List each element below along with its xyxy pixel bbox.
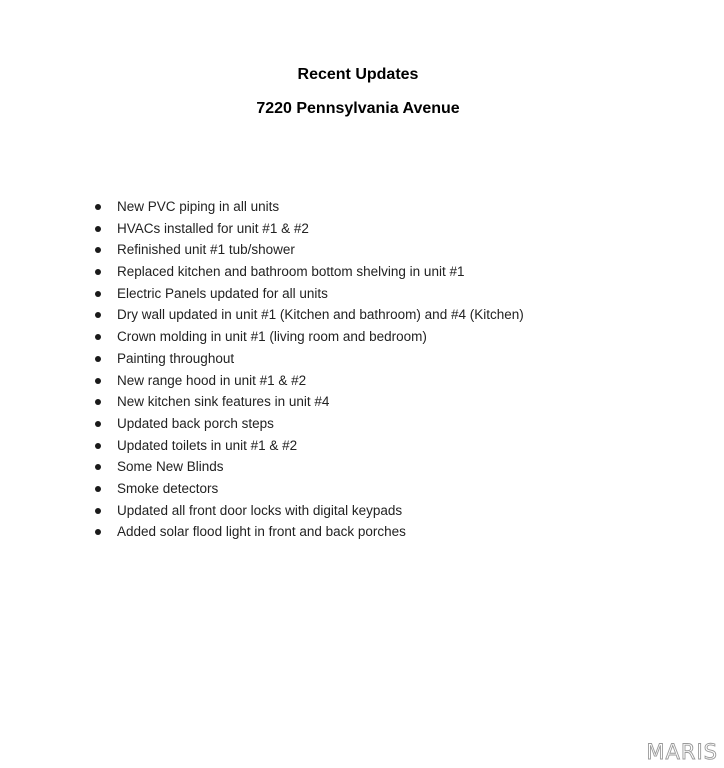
list-item-text: Painting throughout [117, 350, 235, 366]
bullet-icon [95, 378, 101, 384]
list-item-text: Dry wall updated in unit #1 (Kitchen and bathroom) and #4 (Kitchen) [117, 307, 524, 323]
list-item-text: Smoke detectors [117, 480, 219, 496]
list-item [95, 261, 524, 283]
list-item [95, 348, 524, 370]
list-item [95, 413, 524, 435]
bullet-icon [95, 226, 101, 232]
list-item-text: Updated all front door locks with digital keypads [117, 502, 403, 518]
bullet-icon [95, 204, 101, 210]
list-item [95, 283, 524, 305]
bullet-icon [95, 291, 101, 297]
list-item-text: Crown molding in unit #1 (living room and bedroom) [117, 329, 427, 345]
list-item [95, 391, 524, 413]
updates-list [95, 196, 524, 543]
list-item [95, 478, 524, 500]
document-title: Recent Updates [297, 66, 419, 83]
list-item-text: Updated toilets in unit #1 & #2 [117, 437, 298, 453]
list-item-text: Updated back porch steps [117, 415, 274, 431]
bullet-icon [95, 443, 101, 449]
list-item-text: HVACs installed for unit #1 & #2 [117, 220, 309, 236]
bullet-icon [95, 269, 101, 275]
list-item [95, 370, 524, 392]
bullet-icon [95, 486, 101, 492]
bullet-icon [95, 399, 101, 405]
list-item-text: Electric Panels updated for all units [117, 285, 328, 301]
bullet-icon [95, 356, 101, 362]
bullet-icon [95, 312, 101, 318]
list-item [95, 239, 524, 261]
list-item [95, 304, 524, 326]
property-address: 7220 Pennsylvania Avenue [256, 100, 460, 117]
list-item-text: New PVC piping in all units [117, 199, 280, 214]
list-item-text: Added solar flood light in front and back porches [117, 524, 406, 540]
bullet-icon [95, 247, 101, 253]
list-item [95, 456, 524, 478]
bullet-icon [95, 464, 101, 470]
list-item [95, 326, 524, 348]
bullet-icon [95, 421, 101, 427]
maris-watermark: MARIS [646, 740, 718, 764]
list-item [95, 435, 524, 457]
list-item [95, 196, 524, 218]
list-item-text: New kitchen sink features in unit #4 [117, 394, 330, 410]
list-item [95, 218, 524, 240]
list-item-text: Replaced kitchen and bathroom bottom shelving in unit #1 [117, 264, 465, 280]
list-item-text: Refinished unit #1 tub/shower [117, 242, 295, 258]
list-item-text: Some New Blinds [117, 459, 224, 475]
bullet-icon [95, 334, 101, 340]
bullet-icon [95, 529, 101, 535]
list-item [95, 500, 524, 522]
list-item [95, 521, 524, 543]
list-item-text: New range hood in unit #1 & #2 [117, 372, 307, 388]
bullet-icon [95, 508, 101, 514]
